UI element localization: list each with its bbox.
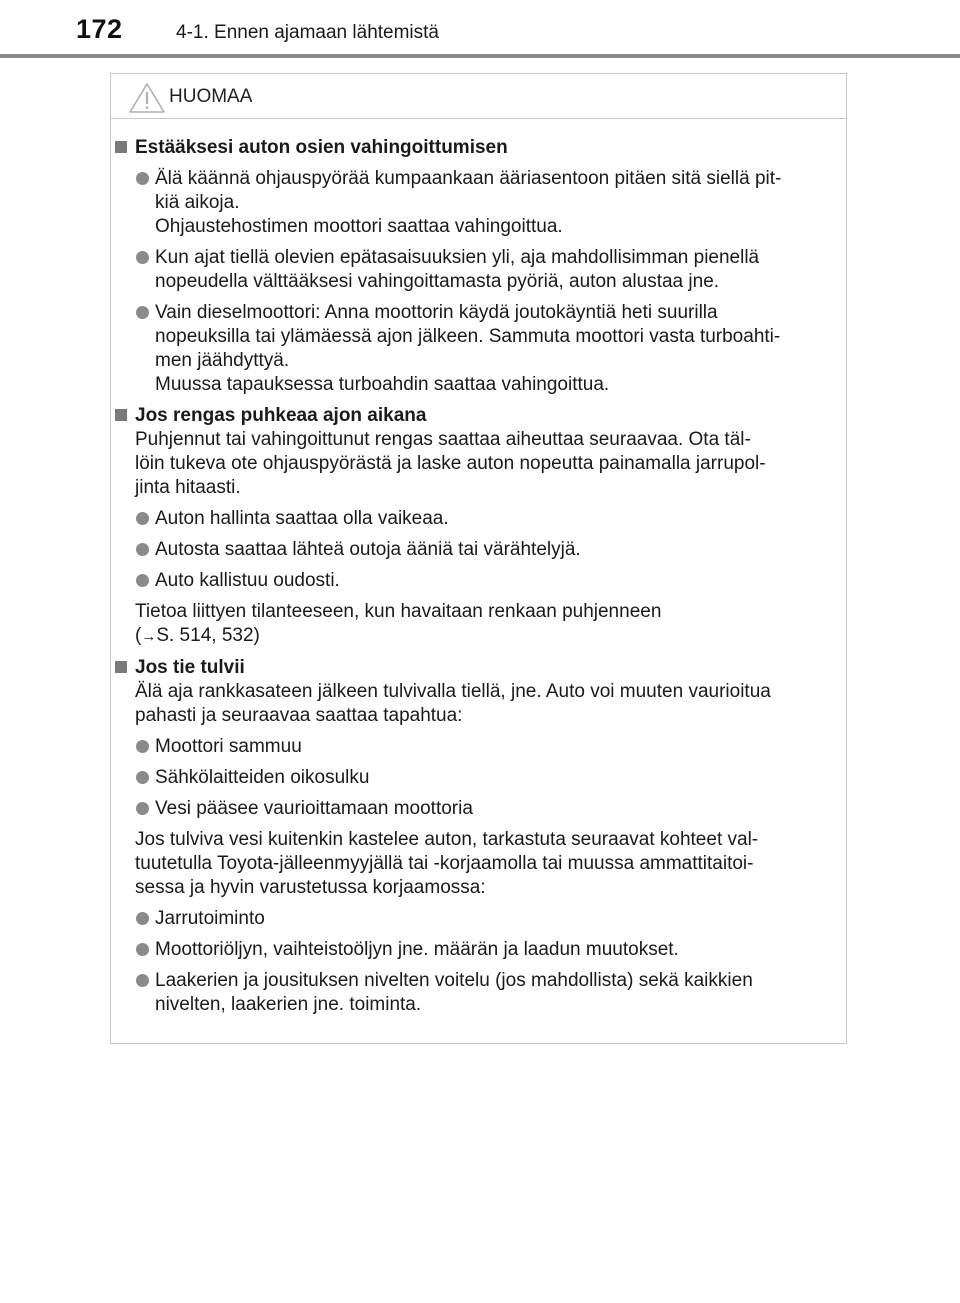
section-heading: Jos tie tulvii [111,656,846,680]
bullet-item: Älä käännä ohjauspyörää kumpaankaan ääriasentoon pitäen sitä siellä pit- kiä aikoja. Ohjaustehostimen moottori saattaa vahingoittua. [111,167,846,239]
circle-bullet-icon [136,172,149,185]
circle-bullet-icon [136,802,149,815]
bullet-item: Auto kallistuu oudosti. [111,569,846,593]
section-title: 4-1. Ennen ajamaan lähtemistä [176,22,439,43]
square-bullet-icon [115,409,127,421]
header-divider [0,54,960,58]
circle-bullet-icon [136,543,149,556]
arrow-right-icon: → [141,628,157,645]
bullet-item: Autosta saattaa lähteä outoja ääniä tai värähtelyjä. [111,538,846,562]
paragraph: Tietoa liittyen tilanteeseen, kun havaitaan renkaan puhjenneen (→S. 514, 532) [111,600,846,649]
square-bullet-icon [115,141,127,153]
paragraph: Älä aja rankkasateen jälkeen tulvivalla tiellä, jne. Auto voi muuten vaurioitua pahasti ja seuraavaa saattaa tapahtua: [135,681,771,726]
page-number: 172 [76,14,123,44]
bullet-item: Moottori sammuu [111,735,846,759]
bullet-item: Jarrutoiminto [111,907,846,931]
circle-bullet-icon [136,251,149,264]
paragraph: Jos tulviva vesi kuitenkin kastelee auton, tarkastuta seuraavat kohteet val- tuutetulla Toyota-jälleenmyyjällä tai -korjaamolla tai muussa ammattitaitoi- sessa ja hyvin varustetussa korjaamossa: [135,829,759,898]
section-heading: Estääksesi auton osien vahingoittumisen [111,136,846,160]
circle-bullet-icon [136,512,149,525]
bullet-item: Sähkölaitteiden oikosulku [111,766,846,790]
notice-body [111,136,846,1017]
paragraph: Puhjennut tai vahingoittunut rengas saattaa aiheuttaa seuraavaa. Ota täl- löin tukeva ote ohjauspyörästä ja laske auton nopeutta painamalla jarrupol- jinta hitaasti. [135,429,766,498]
section-heading: Jos rengas puhkeaa ajon aikana [111,404,846,428]
bullet-item: Auton hallinta saattaa olla vaikeaa. [111,507,846,531]
bullet-item: Vesi pääsee vaurioittamaan moottoria [111,797,846,821]
circle-bullet-icon [136,943,149,956]
circle-bullet-icon [136,740,149,753]
circle-bullet-icon [136,974,149,987]
page-reference: (→S. 514, 532) [135,625,260,646]
warning-triangle-icon [128,82,166,114]
bullet-item: Vain dieselmoottori: Anna moottorin käydä joutokäyntiä heti suurilla nopeuksilla tai ylämäessä ajon jälkeen. Sammuta moottori vasta turboahti- men jäähdyttyä. Muussa tapauksessa turboahdin saattaa vahingoittua. [111,301,846,397]
circle-bullet-icon [136,912,149,925]
bullet-item: Laakerien ja jousituksen nivelten voitelu (jos mahdollista) sekä kaikkien nivelten, laakerien jne. toiminta. [111,969,846,1017]
circle-bullet-icon [136,771,149,784]
bullet-item: Kun ajat tiellä olevien epätasaisuuksien yli, aja mahdollisimman pienellä nopeudella välttääksesi vahingoittamasta pyöriä, auton alustaa jne. [111,246,846,294]
notice-box [110,73,847,1044]
bullet-item: Moottoriöljyn, vaihteistoöljyn jne. määrän ja laadun muutokset. [111,938,846,962]
circle-bullet-icon [136,306,149,319]
square-bullet-icon [115,661,127,673]
page-header [0,0,960,60]
circle-bullet-icon [136,574,149,587]
notice-header [111,74,846,119]
notice-title: HUOMAA [169,86,253,107]
